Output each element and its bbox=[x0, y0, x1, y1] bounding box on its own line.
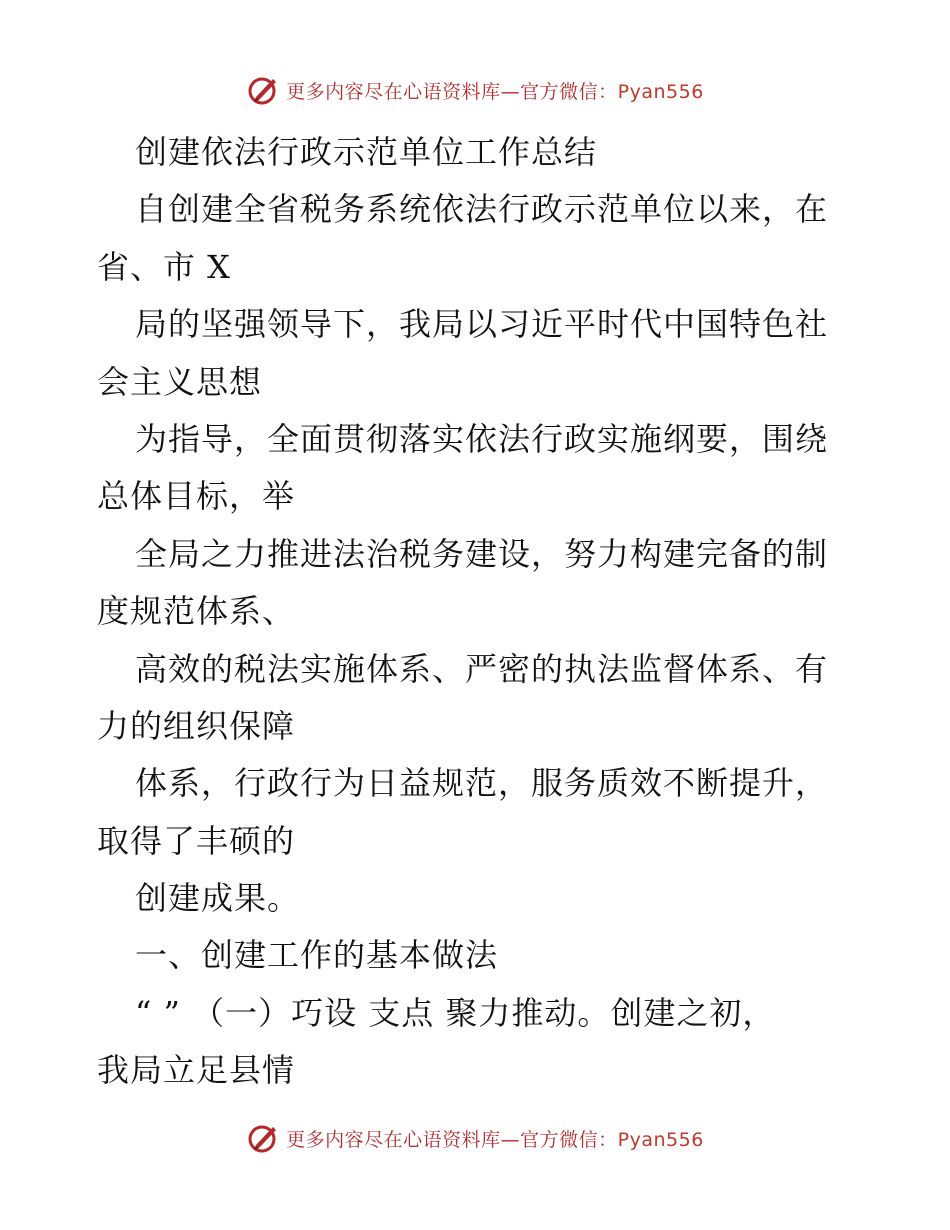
line-text: 会主义思想 bbox=[97, 362, 263, 401]
banner-slogan: 更多内容尽在心语资料库—官方微信： bbox=[286, 80, 618, 103]
document-line bbox=[97, 755, 857, 812]
line-text: 取得了丰硕的 bbox=[97, 821, 296, 860]
document-line bbox=[97, 468, 857, 525]
line-text: 力的组织保障 bbox=[97, 706, 296, 745]
line-text: 自创建全省税务系统依法行政示范单位以来，在 bbox=[135, 190, 829, 229]
line-text: 度规范体系、 bbox=[97, 592, 296, 631]
header-watermark-banner bbox=[0, 70, 950, 110]
banner-label bbox=[286, 77, 704, 104]
footer-watermark-banner bbox=[0, 1118, 950, 1158]
pen-logo-icon bbox=[246, 73, 280, 107]
document-line bbox=[97, 239, 857, 296]
document-line bbox=[97, 813, 857, 870]
document-line bbox=[97, 927, 857, 984]
document-line bbox=[97, 870, 857, 927]
banner-wechat-id: Pyan556 bbox=[617, 1128, 704, 1151]
line-text: 总体目标，举 bbox=[97, 477, 296, 516]
document-line bbox=[97, 296, 857, 353]
document-line bbox=[97, 583, 857, 640]
line-text: 创建成果。 bbox=[135, 879, 301, 918]
document-line bbox=[97, 411, 857, 468]
document-line bbox=[97, 124, 857, 181]
line-text: 省、市 X bbox=[97, 247, 231, 286]
line-text: 为指导，全面贯彻落实依法行政实施纲要，围绕 bbox=[135, 419, 829, 458]
document-line bbox=[97, 698, 857, 755]
document-line bbox=[97, 354, 857, 411]
pen-logo-icon bbox=[246, 1121, 280, 1155]
banner-label bbox=[286, 1125, 704, 1152]
line-text: 我局立足县情 bbox=[97, 1051, 296, 1090]
document-line bbox=[97, 641, 857, 698]
line-text: 体系，行政行为日益规范，服务质效不断提升， bbox=[135, 764, 829, 803]
document-line bbox=[97, 181, 857, 238]
banner-wechat-id: Pyan556 bbox=[617, 80, 704, 103]
document-line bbox=[97, 985, 857, 1042]
line-text: 一、创建工作的基本做法 bbox=[135, 936, 499, 975]
banner-slogan: 更多内容尽在心语资料库—官方微信： bbox=[286, 1128, 618, 1151]
line-text: 局的坚强领导下，我局以习近平时代中国特色社 bbox=[135, 305, 829, 344]
line-text: 创建依法行政示范单位工作总结 bbox=[135, 133, 598, 171]
line-text: “ ” （一）巧设 支点 聚力推动。创建之初， bbox=[135, 993, 776, 1032]
line-text: 全局之力推进法治税务建设，努力构建完备的制 bbox=[135, 534, 829, 573]
document-line bbox=[97, 1042, 857, 1099]
document-line bbox=[97, 526, 857, 583]
document-body bbox=[97, 124, 857, 1100]
line-text: 高效的税法实施体系、严密的执法监督体系、有 bbox=[135, 649, 829, 688]
